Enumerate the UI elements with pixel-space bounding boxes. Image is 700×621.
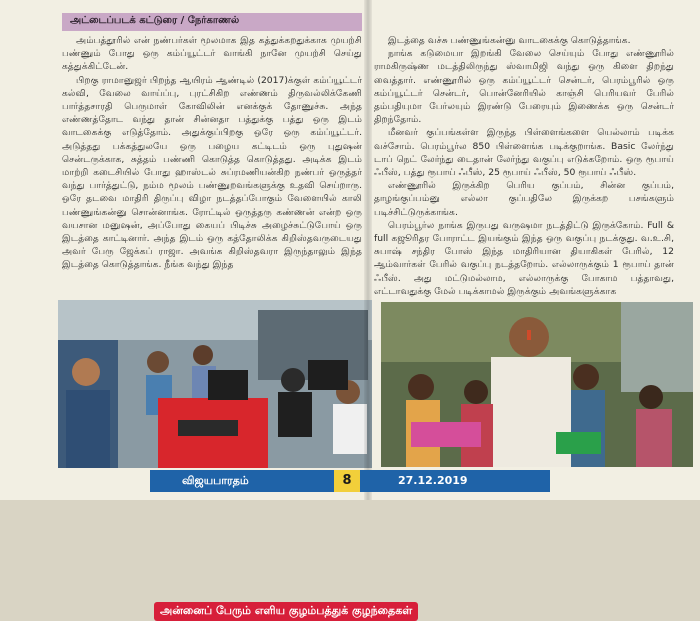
publication-name: விஜயபாரதம் xyxy=(182,474,249,487)
footer-band xyxy=(150,470,550,492)
section-header-label: அட்டைப்படக் கட்டுரை / நேர்காணல் xyxy=(70,15,240,26)
section-header-band xyxy=(62,13,362,31)
photo-caption: அன்னைப் பேரும் எளிய குழம்பத்துக் குழந்தைகள் xyxy=(154,602,418,621)
page-number: 8 xyxy=(334,470,360,492)
right-paragraph-5: பெரம்பூர்ல நாங்க இருபது வருஷமா நடத்திட்டு இருக்கோம். Full & full கஜூரிதர போராட்ட இயங்கும் இந்த ஒரு வகுப்பு நடக்குது. வ.உ.சி, சுபாஷ் சந்திர போஸ் இந்த மாதிரியான தியாகிகள் பேரில், 12 ஆம்வார்கள் பேரில் வகுப்பு நடத்தறோம். எல்லாருக்கும் 1 ரூபாய் தான் ஃபீஸ். அது மட்டுமல்லாம, எல்லாருக்கு போகாம பத்தாவது, எட்டாவதுக்கு மேல் படிக்காமல் இருக்கும் அவங்களுக்காக xyxy=(374,219,674,297)
left-paragraph-2: பிறகு ராமானுஜர் பிறந்த ஆயிரம் ஆண்டில் (2017)க்குள் கம்ப்யூட்டர் கல்வி, வேலை வாய்ப்பு, புரட்சிகிற எண்ணம் திருவல்லிக்கேணி பார்த்தசாரதி பெருமாள் கோவிலின் எனக்குக் தோணுச்சு. அந்த எண்ணத்தோட வந்து தான் சின்னதா பத்துக்கு பத்து ஒரு இடம் வாடகைக்கு எடுத்தோம். அதுக்குப்பிறகு ஒரே ஒரு கம்ப்யூட்டர். அடுத்தது பக்கத்துலயே ஒரு பழைய கட்டிடம் ஒரு புதுஷன் சென்டருக்காக, சுத்தம் பண்ணி கொடுத்த கொடுத்தது. அடிக்க இடம் மாற்றி கடைசியில் போது ஹாஸ்டல் சுப்ரமணியன்கிற நண்பர் ஒருத்தர் வந்து பார்த்துட்டு, நம்ம மூலம் பண்ணுறவங்களுக்கு உதவி செய்றாரு. ஒரே தடவை மாதிரி திருப்பு விழா நடத்தப்போகும் வேளையில் காலி பண்ணுங்கன்னு சொன்னாங்க. ரோட்டில் ஒருத்தரு கண்ணன் என்ற ஒரு வயசான மனுஷன், அப்போது கையப் பிடிச்சு அழைச்சுட்டுபோய் ஒரு இடத்தை காட்டினார். அந்த இடம் ஒரு கத்தோலிக்க கிறிஸ்தவருடையது அவர் பேரு ஜேக்கப் ராஜா. அவங்க கிறிஸ்தவரா இருந்தாலும் இந்த இடத்தை கொடுத்தாங்க. நீங்க வந்து இந்த xyxy=(62,74,362,271)
issue-date: 27.12.2019 xyxy=(398,474,468,487)
left-paragraph-1: அம்பத்தூரில் என் நண்பர்கள் மூலமாக இத கத்துக்கறதுக்காக முயற்சி பண்ணும் போது ஒரு கம்ப்யூட்டர் வாங்கி நானே முயற்சி செய்து கத்துக்கிட்டேன். xyxy=(62,35,362,73)
right-paragraph-3: மீனவர் குப்பங்கள்ள இருந்த பிள்ளைங்களை யெல்லாம் படிக்க வச்சோம். பெரம்பூர்ல 850 பிள்ளைங்க படிக்குறாங்க. Basic லேர்ந்து டாப் நெட் லேர்ந்து டைதான் லேர்ந்து வகுப்பு எடுக்கறோம். ஒரு ரூபாய் ஃபீஸ், பத்து ரூபாய் ஃபீஸ், 25 ரூபாய் ஃபீஸ், 50 ரூபாய் ஃபீஸ். xyxy=(374,127,674,179)
left-text-column xyxy=(62,34,362,296)
page-fold-shadow xyxy=(364,0,372,500)
right-text-column xyxy=(374,34,674,300)
right-paragraph-1: இடத்தை வச்சு பண்ணுங்கன்னு வாடகைக்கு கொடுத்தாங்க. xyxy=(388,35,631,46)
right-paragraph-4: எண்ணூரில் இருக்கிற பெரிய குப்பம், சின்ன குப்பம், தாழங்குப்பம்னு எல்லா குப்பதிலே இருக்கற பசங்களும் படிச்சிட்டுருக்காங்க. xyxy=(374,180,674,218)
right-paragraph-2: நாங்க கடுமையா இறங்கி வேலை செய்யும் போது எண்ணூரில் ராமகிருஷ்ண மடத்திலிருந்து ஸ்வாமிஜி வந்து ஒரு கிளை திறந்து வைத்தார். எண்ணூரில் ஒரு கம்ப்யூட்டர் சென்டர், பெரம்பூரில் ஒரு கம்ப்யூட்டர் சென்டர், பொன்னேரியில் காஞ்சி பெரியவர் பேரில் தம்பதியுமா பேர்லயும் இரண்டு பேரையும் இணைக்க ஒரு சென்டர் திறந்தோம். xyxy=(374,48,674,126)
classroom-illustration xyxy=(58,300,372,468)
children-with-monk-photo xyxy=(381,302,693,467)
children-illustration xyxy=(381,302,693,467)
